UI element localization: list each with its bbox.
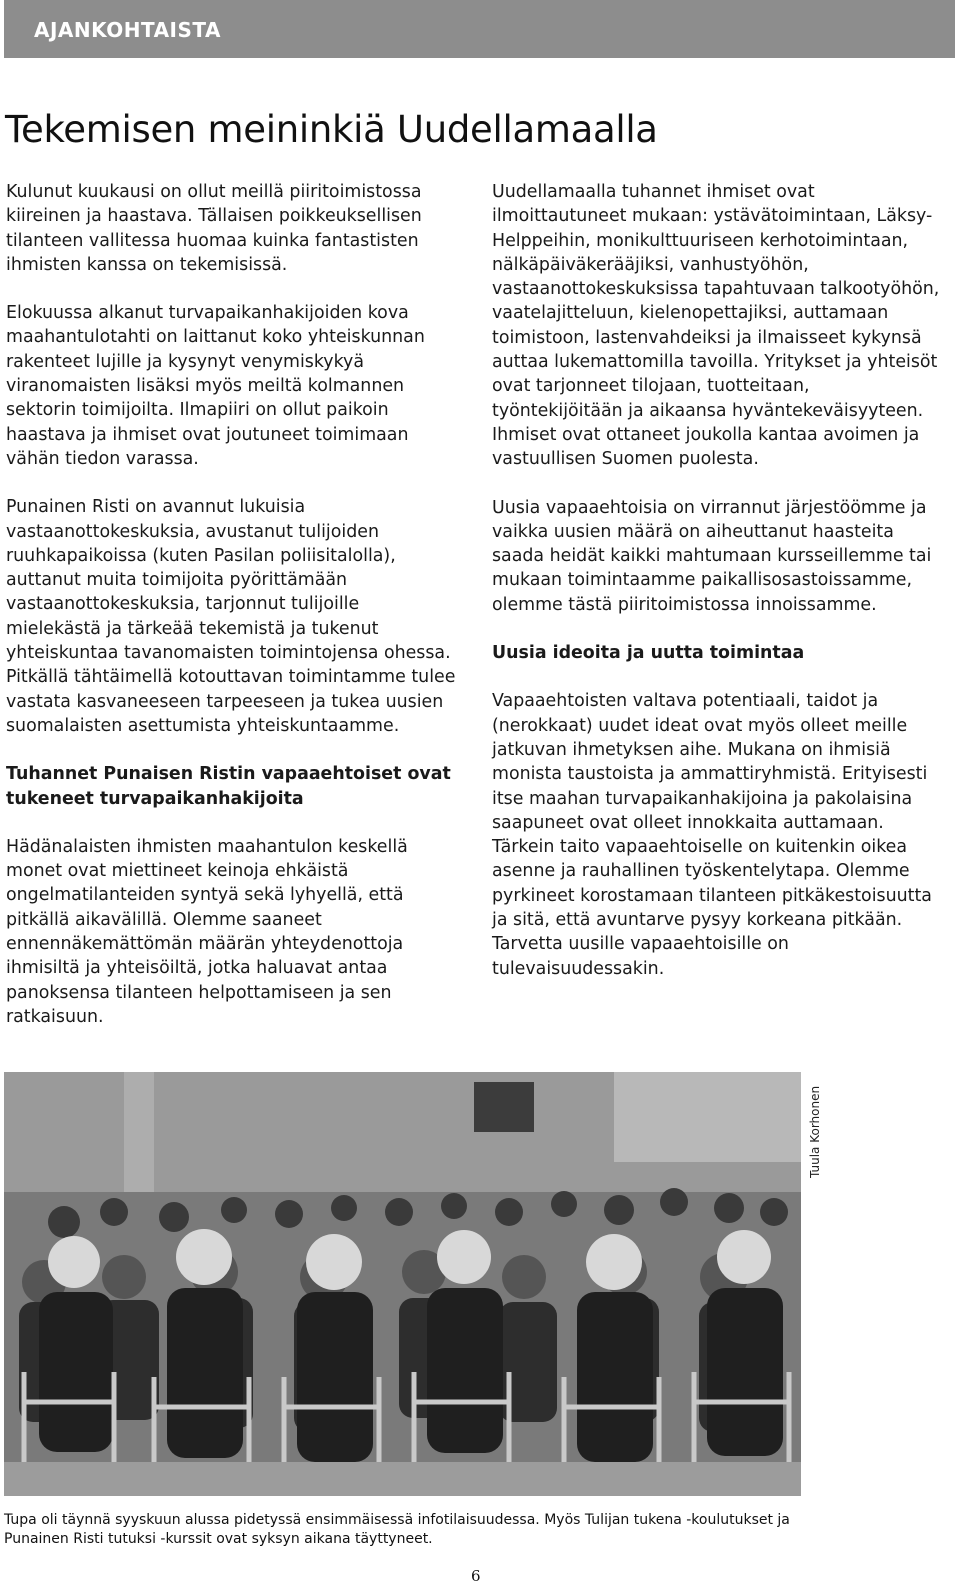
article-right-column: [492, 180, 944, 1005]
article-left-column: [6, 180, 458, 1053]
photo-credit: Tuula Korhonen: [808, 1085, 822, 1178]
paragraph: Vapaaehtoisten valtava potentiaali, taidot ja (nerokkaat) uudet ideat ovat myös olleet meille jatkuvan ihmetyksen aihe. Mukana on ihmisiä monista taustoista ja ammattiryhmistä. Erityisesti itse maahan turvapaikanhakijoina ja pakolaisina saapuneet ovat olleet innokkaita auttamaan. Tärkein taito vapaaehtoiselle on kuitenkin oikea asenne ja rauhallinen työskentelytapa. Olemme pyrkineet korostamaan tilanteen pitkäkestoisuutta ja sitä, että avuntarve pysyy korkeana pitkään. Tarvetta uusille vapaaehtoisille on tulevaisuudessakin.: [492, 691, 932, 979]
paragraph: Uudellamaalla tuhannet ihmiset ovat ilmoittautuneet mukaan: ystävätoimintaan, Läksy-Helppeihin, monikulttuuriseen kerhotoimintaan, nälkäpäiväkerääjiksi, vanhustyöhön, vastaanottokeskuksissa tapahtuvaan talkootyöhön, vaatelajitteluun, kielenopettajiksi, auttamaan toimistoon, lastenvahdeiksi ja ilmaisseet kykynsä auttaa lukemattomilla tavoilla. Yritykset ja yhteisöt ovat tarjonneet tilojaan, tuotteitaan, työntekijöitään ja aikaansa hyväntekeväisyyteen. Ihmiset ovat ottaneet joukolla kantaa avoimen ja vastuullisen Suomen puolesta.: [492, 182, 940, 470]
subheading: Tuhannet Punaisen Ristin vapaaehtoiset ovat tukeneet turvapaikanhakijoita: [6, 764, 451, 809]
section-label: AJANKOHTAISTA: [34, 18, 221, 42]
paragraph: Hädänalaisten ihmisten maahantulon keskellä monet ovat miettineet keinoja ehkäistä ongelmatilanteiden syntyä sekä lyhyellä, että pitkällä aikavälillä. Olemme saaneet ennennäkemättömän määrän yhteydenottoja ihmisiltä ja yhteisöiltä, jotka haluavat antaa panoksensa tilanteen helpottamiseen ja sen ratkaisuun.: [6, 836, 408, 1027]
paragraph: Uusia vapaaehtoisia on virrannut järjestöömme ja vaikka uusien määrä on aiheuttanut haasteita saada heidät kaikki mahtumaan kursseillemme tai mukaan toimintaamme paikallisosastoissamme, olemme tästä piiritoimistossa innoissamme.: [492, 497, 932, 615]
subheading: Uusia ideoita ja uutta toimintaa: [492, 643, 805, 664]
article-title: Tekemisen meininkiä Uudellamaalla: [5, 108, 658, 151]
page-number: 6: [471, 1567, 481, 1585]
section-header-bar: [4, 0, 955, 58]
event-photo: [4, 1072, 801, 1496]
paragraph: Elokuussa alkanut turvapaikanhakijoiden kova maahantulotahti on laittanut koko yhteiskunnan rakenteet lujille ja kysynyt venymiskykyä viranomaisten lisäksi myös meiltä kolmannen sektorin toimijoilta. Ilmapiiri on ollut paikoin haastava ja ihmiset ovat joutuneet toimimaan vähän tiedon varassa.: [6, 303, 425, 469]
photo-caption: Tupa oli täynnä syyskuun alussa pidetyssä ensimmäisessä infotilaisuudessa. Myös Tulijan tukena -koulutukset ja Punainen Risti tutuksi -kurssit ovat syksyn aikana täyttyneet.: [4, 1512, 790, 1547]
paragraph: Punainen Risti on avannut lukuisia vastaanottokeskuksia, avustanut tulijoiden ruuhkapaikoissa (kuten Pasilan poliisitalolla), auttanut muita toimijoita pyörittämään vastaanottokeskuksia, tarjonnut tulijoille mielekästä ja tärkeää tekemistä ja tukenut yhteiskuntaa tavanomaisten toimintojensa ohessa. Pitkällä tähtäimellä kotouttavan toimintamme tulee vastata kasvaneeseen tarpeeseen ja tukea uusien suomalaisten asettumista yhteiskuntaamme.: [6, 497, 456, 736]
paragraph: Kulunut kuukausi on ollut meillä piiritoimistossa kiireinen ja haastava. Tällaisen poikkeuksellisen tilanteen vallitessa huomaa kuinka fantastisten ihmisten kanssa on tekemisissä.: [6, 182, 422, 275]
